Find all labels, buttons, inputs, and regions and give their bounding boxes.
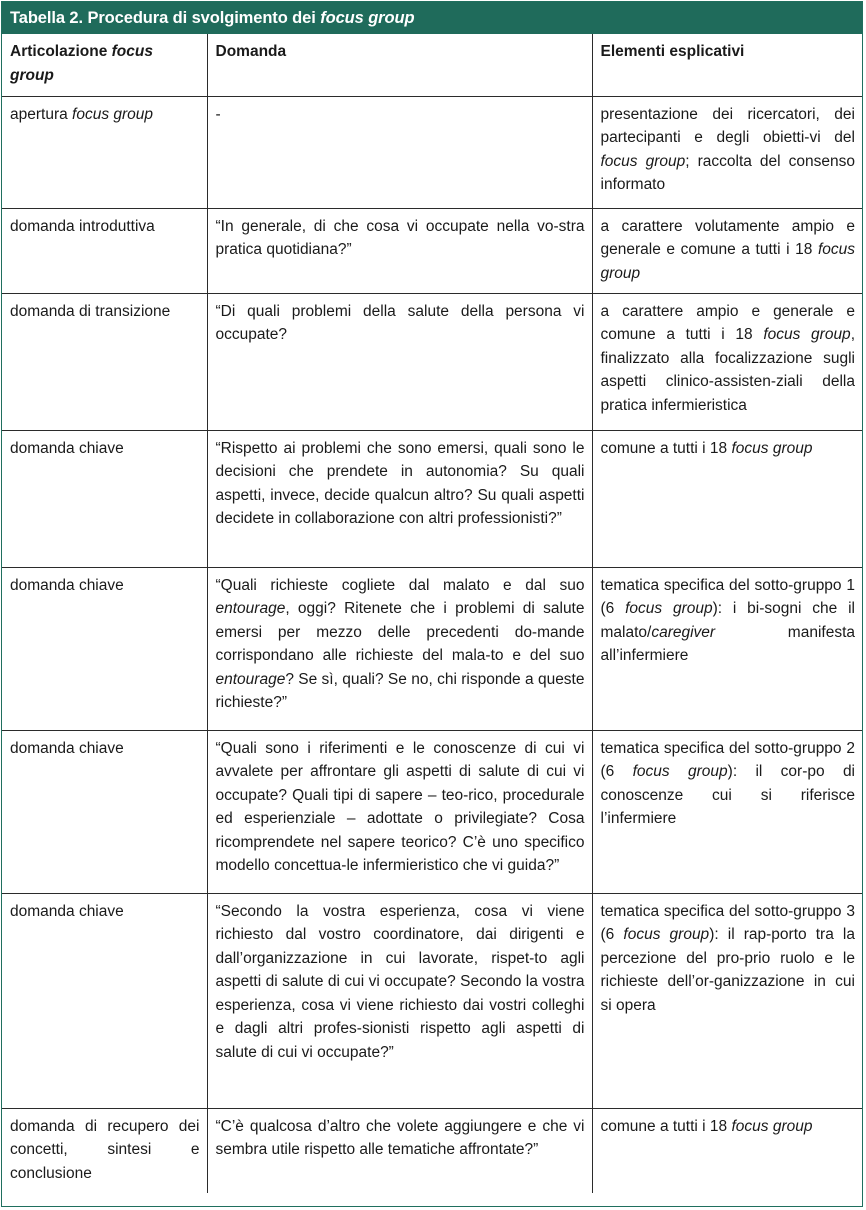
cell-elementi: [592, 893, 862, 1108]
cell-articolazione: [2, 96, 207, 208]
cell-text: “In generale, di che cosa vi occupate nella vo-stra pratica quotidiana?”: [215, 217, 585, 258]
cell-text: ): i bi-sogni che il malato/: [600, 600, 855, 641]
cell-text: “Quali richieste cogliete dal malato e dal suo: [215, 576, 585, 594]
cell-text: “Quali sono i riferimenti e le conoscenze di cui vi avvalete per affrontare gli aspetti di salute di cui vi occupate? Quali tipi di sapere – teo-rico, procedurale ed esperienziale – adottate o privilegiate? Cosa ricomprendete nel sapere teorico? C’è uno specifico modello concettua-le infermieristico che vi guida?”: [215, 739, 585, 874]
cell-text-italic: caregiver: [651, 623, 716, 641]
cell-text: presentazione dei ricercatori, dei partecipanti e degli obietti-vi del: [600, 105, 855, 146]
cell-articolazione: [2, 567, 207, 730]
cell-text-italic: focus group: [72, 105, 154, 123]
cell-text-italic: focus group: [731, 439, 813, 457]
table-row: [2, 893, 862, 1108]
cell-text: , finalizzato alla focalizzazione sugli aspetti clinico-assisten-ziali della pratica infermieristica: [600, 326, 855, 414]
cell-articolazione: [2, 893, 207, 1108]
table-row: [2, 1108, 862, 1193]
cell-text: “Rispetto ai problemi che sono emersi, quali sono le decisioni che prendete in autonomia? Su quali aspetti, invece, decide qualcun altro? Su quali aspetti decidete in collaborazione con altri professionisti?”: [215, 439, 585, 527]
cell-text: “Di quali problemi della salute della persona vi occupate?: [215, 302, 585, 343]
table-row: [2, 293, 862, 430]
cell-text: comune a tutti i 18: [600, 1117, 732, 1135]
cell-elementi: [592, 208, 862, 293]
cell-domanda: [207, 1108, 592, 1193]
cell-text: tematica specifica del sotto-gruppo 2 (6: [600, 739, 855, 780]
cell-text: domanda chiave: [10, 576, 124, 594]
cell-text: domanda chiave: [10, 739, 124, 757]
cell-domanda: [207, 96, 592, 208]
cell-text-italic: focus group: [625, 600, 713, 617]
table-row: [2, 567, 862, 730]
table-row: [2, 730, 862, 893]
cell-text: manifesta all’infermiere: [600, 623, 855, 664]
cell-articolazione: [2, 293, 207, 430]
cell-domanda: [207, 567, 592, 730]
cell-text: tematica specifica del sotto-gruppo 1 (6: [600, 576, 855, 617]
cell-domanda: [207, 293, 592, 430]
header-articolazione-text: Articolazione: [10, 43, 112, 60]
header-elementi: Elementi esplicativi: [592, 34, 862, 96]
procedure-table: [1, 1, 863, 1207]
cell-text: “Secondo la vostra esperienza, cosa vi viene richiesto dal vostro coordinatore, dai dirigenti e dall’organizzazione in cui lavorate, rispet-to agli aspetti di salute di cui vi occupate? Secondo la vostra esperienza, cosa vi viene richiesto dai vostri colleghi e dagli altri profes-sionisti rispetto agli aspetti di salute di cui vi occupate?”: [215, 902, 585, 1061]
cell-text-italic: focus group: [600, 152, 686, 170]
cell-elementi: [592, 96, 862, 208]
header-domanda: Domanda: [207, 34, 592, 96]
cell-text: domanda chiave: [10, 439, 124, 457]
cell-text: a carattere volutamente ampio e generale e comune a tutti i 18: [600, 217, 855, 258]
cell-text: domanda di recupero dei concetti, sintesi e conclusione: [10, 1117, 200, 1182]
cell-text: -: [215, 105, 221, 123]
cell-text-italic: focus group: [600, 241, 855, 282]
cell-text: ; raccolta del consenso informato: [600, 152, 855, 193]
cell-text: , oggi? Ritenete che i problemi di salute emersi per mezzo delle precedenti do-mande corrispondano alle richieste del mala-to e del suo: [215, 600, 585, 664]
cell-elementi: [592, 293, 862, 430]
cell-domanda: [207, 730, 592, 893]
cell-articolazione: [2, 1108, 207, 1193]
table-grid: [2, 34, 862, 1193]
cell-text-italic: entourage: [215, 600, 286, 617]
cell-domanda: [207, 208, 592, 293]
cell-text-italic: focus group: [763, 326, 851, 343]
cell-text: domanda chiave: [10, 902, 124, 920]
cell-text: tematica specifica del sotto-gruppo 3 (6: [600, 902, 855, 943]
header-articolazione: [2, 34, 207, 96]
cell-text: ): il cor-po di conoscenze cui si riferisce l’infermiere: [600, 763, 856, 827]
cell-text: apertura: [10, 105, 73, 123]
table-body: [2, 96, 862, 1193]
cell-articolazione: [2, 730, 207, 893]
cell-text-italic: focus group: [731, 1117, 813, 1135]
table-row: [2, 96, 862, 208]
cell-text: a carattere ampio e generale e comune a tutti i 18: [600, 302, 855, 343]
cell-elementi: [592, 1108, 862, 1193]
cell-domanda: [207, 893, 592, 1108]
cell-text: ): il rap-porto tra la percezione del pro-prio ruolo e le richieste dell’or-ganizzazione in cui si opera: [600, 926, 855, 1014]
table-title-text: Tabella 2. Procedura di svolgimento dei: [10, 9, 321, 27]
table-row: [2, 208, 862, 293]
table-header-row: [2, 34, 862, 96]
cell-articolazione: [2, 208, 207, 293]
cell-elementi: [592, 430, 862, 567]
cell-elementi: [592, 567, 862, 730]
header-articolazione-italic: focus group: [10, 43, 153, 84]
cell-text: domanda di transizione: [10, 302, 171, 320]
cell-text: comune a tutti i 18: [600, 439, 732, 457]
cell-elementi: [592, 730, 862, 893]
table-title-italic: focus group: [320, 9, 415, 27]
cell-text-italic: focus group: [632, 763, 728, 780]
cell-text: “C’è qualcosa d’altro che volete aggiungere e che vi sembra utile rispetto alle tematiche affrontate?”: [215, 1117, 585, 1158]
cell-domanda: [207, 430, 592, 567]
cell-articolazione: [2, 430, 207, 567]
cell-text-italic: focus group: [623, 926, 710, 943]
cell-text: ? Se sì, quali? Se no, chi risponde a queste richieste?”: [215, 670, 585, 711]
cell-text: domanda introduttiva: [10, 217, 155, 235]
table-title: [2, 2, 862, 34]
cell-text-italic: entourage: [215, 670, 286, 688]
table-row: [2, 430, 862, 567]
